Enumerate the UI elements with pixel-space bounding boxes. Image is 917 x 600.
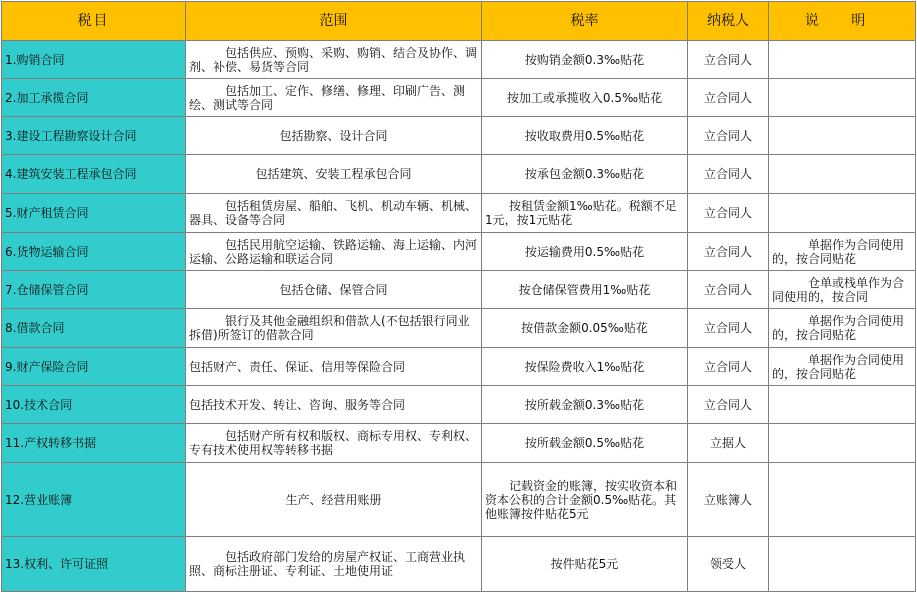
tax-item-cell: 9.财产保险合同	[2, 348, 186, 386]
tax-item-cell: 8.借款合同	[2, 309, 186, 348]
note-cell: 仓单或栈单作为合同使用的，按合同	[769, 271, 916, 309]
payer-cell: 立合同人	[688, 194, 769, 233]
table-row	[2, 117, 916, 155]
table-row	[2, 233, 916, 271]
payer-cell: 立合同人	[688, 41, 769, 79]
rate-cell: 按保险费收入1‰贴花	[482, 348, 688, 386]
tax-item-cell: 7.仓储保管合同	[2, 271, 186, 309]
table-row	[2, 155, 916, 194]
note-cell	[769, 537, 916, 592]
scope-cell: 包括勘察、设计合同	[186, 117, 482, 155]
tax-item-cell: 6.货物运输合同	[2, 233, 186, 271]
rate-cell: 按借款金额0.05‰贴花	[482, 309, 688, 348]
rate-cell: 按所载金额0.3‰贴花	[482, 386, 688, 424]
payer-cell: 立合同人	[688, 117, 769, 155]
table-row	[2, 309, 916, 348]
payer-cell: 立合同人	[688, 79, 769, 117]
header-note: 说 明	[769, 2, 916, 41]
stamp-tax-table	[1, 1, 916, 592]
rate-cell: 按所载金额0.5‰贴花	[482, 424, 688, 463]
scope-cell: 生产、经营用账册	[186, 463, 482, 537]
tax-item-cell: 4.建筑安装工程承包合同	[2, 155, 186, 194]
rate-cell: 按运输费用0.5‰贴花	[482, 233, 688, 271]
note-cell: 单据作为合同使用的，按合同贴花	[769, 348, 916, 386]
payer-cell: 立合同人	[688, 309, 769, 348]
payer-cell: 立合同人	[688, 386, 769, 424]
note-cell	[769, 117, 916, 155]
scope-cell: 包括建筑、安装工程承包合同	[186, 155, 482, 194]
note-cell: 单据作为合同使用的，按合同贴花	[769, 309, 916, 348]
note-cell	[769, 424, 916, 463]
note-cell	[769, 41, 916, 79]
tax-item-cell: 10.技术合同	[2, 386, 186, 424]
tax-item-cell: 13.权利、许可证照	[2, 537, 186, 592]
table-row	[2, 348, 916, 386]
scope-cell: 包括政府部门发给的房屋产权证、工商营业执照、商标注册证、专利证、土地使用证	[186, 537, 482, 592]
table-row	[2, 194, 916, 233]
payer-cell: 立据人	[688, 424, 769, 463]
scope-cell: 包括技术开发、转让、咨询、服务等合同	[186, 386, 482, 424]
scope-cell: 包括仓储、保管合同	[186, 271, 482, 309]
note-cell	[769, 194, 916, 233]
rate-cell: 按件贴花5元	[482, 537, 688, 592]
note-cell	[769, 79, 916, 117]
table-row	[2, 271, 916, 309]
payer-cell: 立合同人	[688, 348, 769, 386]
header-payer: 纳税人	[688, 2, 769, 41]
scope-cell: 包括民用航空运输、铁路运输、海上运输、内河运输、公路运输和联运合同	[186, 233, 482, 271]
payer-cell: 立合同人	[688, 155, 769, 194]
header-scope: 范围	[186, 2, 482, 41]
tax-item-cell: 1.购销合同	[2, 41, 186, 79]
scope-cell: 包括加工、定作、修缮、修理、印刷广告、测绘、测试等合同	[186, 79, 482, 117]
tax-item-cell: 2.加工承揽合同	[2, 79, 186, 117]
note-cell: 单据作为合同使用的，按合同贴花	[769, 233, 916, 271]
payer-cell: 领受人	[688, 537, 769, 592]
note-cell	[769, 386, 916, 424]
rate-cell: 按加工或承揽收入0.5‰贴花	[482, 79, 688, 117]
rate-cell: 记载资金的账簿，按实收资本和资本公积的合计金额0.5‰贴花。其他账簿按件贴花5元	[482, 463, 688, 537]
rate-cell: 按承包金额0.3‰贴花	[482, 155, 688, 194]
scope-cell: 银行及其他金融组织和借款人(不包括银行同业拆借)所签订的借款合同	[186, 309, 482, 348]
table-row	[2, 41, 916, 79]
table-row	[2, 537, 916, 592]
table-row	[2, 463, 916, 537]
note-cell	[769, 463, 916, 537]
header-rate: 税率	[482, 2, 688, 41]
scope-cell: 包括租赁房屋、船舶、飞机、机动车辆、机械、器具、设备等合同	[186, 194, 482, 233]
tax-item-cell: 3.建设工程勘察设计合同	[2, 117, 186, 155]
rate-cell: 按收取费用0.5‰贴花	[482, 117, 688, 155]
header-row	[2, 2, 916, 41]
note-cell	[769, 155, 916, 194]
table-row	[2, 386, 916, 424]
rate-cell: 按仓储保管费用1‰贴花	[482, 271, 688, 309]
payer-cell: 立账簿人	[688, 463, 769, 537]
scope-cell: 包括供应、预购、采购、购销、结合及协作、调剂、补偿、易货等合同	[186, 41, 482, 79]
rate-cell: 按租赁金额1‰贴花。税额不足1元，按1元贴花	[482, 194, 688, 233]
payer-cell: 立合同人	[688, 233, 769, 271]
scope-cell: 包括财产所有权和版权、商标专用权、专利权、专有技术使用权等转移书据	[186, 424, 482, 463]
table-row	[2, 424, 916, 463]
payer-cell: 立合同人	[688, 271, 769, 309]
tax-item-cell: 12.营业账簿	[2, 463, 186, 537]
table-row	[2, 79, 916, 117]
rate-cell: 按购销金额0.3‰贴花	[482, 41, 688, 79]
tax-item-cell: 5.财产租赁合同	[2, 194, 186, 233]
header-tax-item: 税目	[2, 2, 186, 41]
tax-item-cell: 11.产权转移书据	[2, 424, 186, 463]
scope-cell: 包括财产、责任、保证、信用等保险合同	[186, 348, 482, 386]
